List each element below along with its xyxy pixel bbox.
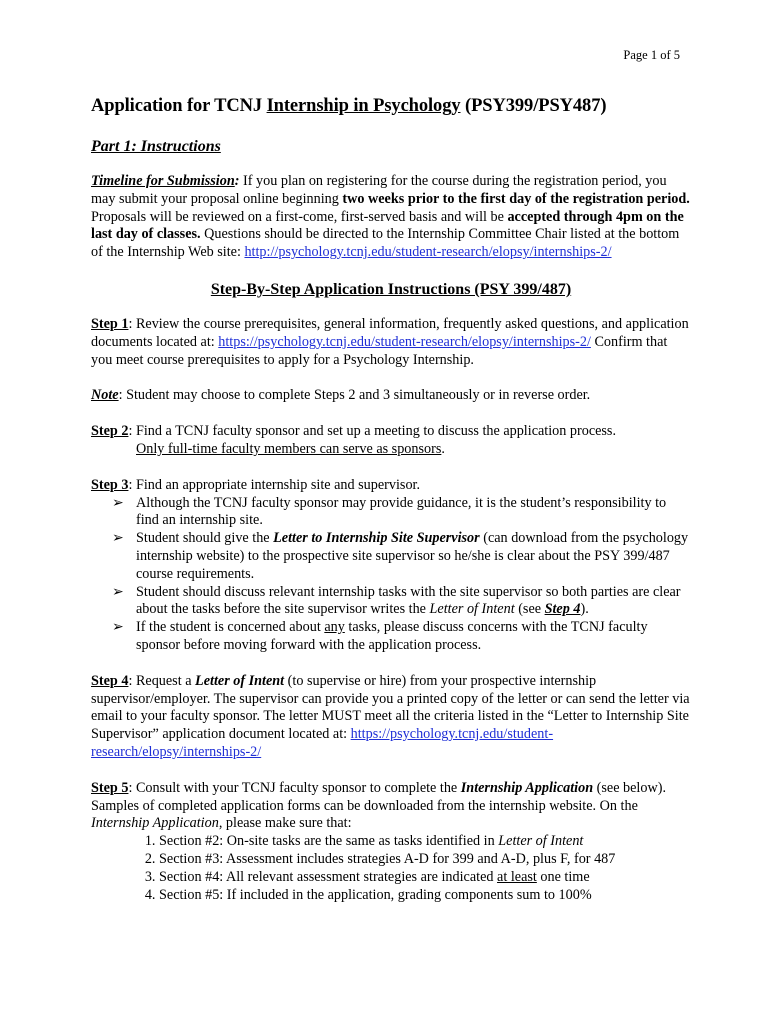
step3-bullet-1: Although the TCNJ faculty sponsor may provide guidance, it is the student’s responsibility to find an internship site.: [136, 494, 667, 529]
list-item: [112, 583, 691, 620]
title-suffix: (PSY399/PSY487): [460, 96, 607, 116]
step1-paragraph: [91, 316, 691, 369]
step3-label: Step 3: [91, 476, 129, 493]
document-body: [91, 94, 691, 904]
timeline-bold-1: two weeks prior to the first day of the registration period.: [342, 190, 690, 207]
step2-subline: [91, 441, 691, 459]
step5-text-3: , please make sure that:: [218, 815, 352, 832]
step5-text-2: (see below). Samples of completed application forms can be downloaded from the internship website. On the: [91, 779, 666, 814]
list-item: [159, 833, 691, 851]
timeline-text-3: Questions should be directed to the Internship Committee Chair listed at the bottom of the Internship Web site:: [91, 226, 680, 261]
criteria-4: Section #5: If included in the application, grading components sum to 100%: [159, 886, 592, 903]
steps-heading: Step-By-Step Application Instructions (PSY 399/487): [210, 280, 572, 298]
note-paragraph: [91, 387, 691, 405]
step3-paragraph: [91, 477, 691, 495]
part1-heading: Part 1: Instructions: [91, 138, 221, 155]
arrow-bullet-icon: ➢: [112, 494, 124, 511]
step3-bullet-4-pre: If the student is concerned about: [136, 619, 325, 636]
criteria-3-pre: Section #4: All relevant assessment strategies are indicated: [159, 868, 498, 885]
timeline-link[interactable]: http://psychology.tcnj.edu/student-research/elopsy/internships-2/: [244, 244, 612, 261]
step3-bullet-3-pre: Student should discuss relevant internship tasks with the site supervisor so both parties are clear about the tasks before the site supervisor writes the: [136, 583, 681, 618]
timeline-text-2: Proposals will be reviewed on a first-come, first-served basis and will be: [91, 208, 508, 225]
criteria-3-post: one time: [536, 868, 590, 885]
step3-bullet-3-italic: Letter of Intent: [429, 601, 515, 618]
timeline-text-1: If you plan on registering for the course during the registration period, you may submit your proposal online beginning: [91, 173, 667, 207]
step3-bullet-3-step-ref: Step 4: [544, 601, 581, 618]
title-underlined: Internship in Psychology: [266, 96, 461, 116]
step2-sub-end: .: [441, 440, 445, 457]
step4-label: Step 4: [91, 672, 129, 689]
step5-bold: Internship Application: [460, 779, 594, 796]
step4-paragraph: [91, 673, 691, 762]
step4-link[interactable]: https://psychology.tcnj.edu/student-research/elopsy/internships-2/: [91, 726, 554, 760]
step2-sponsor-rule: Only full-time faculty members can serve as sponsors: [136, 440, 442, 457]
list-item: [112, 619, 691, 655]
timeline-paragraph: [91, 173, 691, 262]
step2-label: Step 2: [91, 423, 129, 440]
criteria-2: Section #3: Assessment includes strategies A-D for 399 and A-D, plus F, for 487: [159, 850, 616, 867]
timeline-label: Timeline for Submission: [91, 173, 235, 189]
page-number: Page 1 of 5: [623, 48, 680, 62]
timeline-bold-2: accepted through 4pm on the last day of classes.: [91, 208, 684, 243]
criteria-3-underlined: at least: [497, 868, 537, 885]
list-item: [159, 887, 691, 905]
step1-link[interactable]: https://psychology.tcnj.edu/student-research/elopsy/internships-2/: [218, 333, 591, 350]
step5-criteria-list: [91, 833, 691, 904]
timeline-colon: :: [234, 173, 240, 189]
step5-paragraph: [91, 780, 691, 833]
arrow-bullet-icon: ➢: [112, 530, 124, 547]
step4-text-1: : Request a: [128, 672, 196, 689]
note-label: Note: [91, 387, 119, 404]
step3-text: : Find an appropriate internship site and supervisor.: [128, 476, 421, 493]
list-item: [112, 494, 691, 531]
step3-bullet-4-post: tasks, please discuss concerns with the TCNJ faculty sponsor before moving forward with the application process.: [136, 619, 648, 653]
arrow-bullet-icon: ➢: [112, 583, 124, 600]
step3-bullet-3-mid: (see: [514, 601, 545, 618]
note-text: : Student may choose to complete Steps 2 and 3 simultaneously or in reverse order.: [118, 387, 591, 404]
step4-text-2: (to supervise or hire) from your prospective internship supervisor/employer. The supervisor can provide you a printed copy of the letter or can send the letter via email to your faculty sponsor. The letter MUST meet all the criteria listed in the “Letter to Internship Site Supervisor” application document located at:: [91, 672, 690, 743]
step3-bullet-4-any: any: [324, 619, 345, 636]
criteria-1-pre: Section #2: On-site tasks are the same as tasks identified in: [159, 833, 499, 850]
title-prefix: Application for TCNJ: [91, 96, 267, 116]
step3-bullet-list: [91, 495, 691, 655]
step5-label: Step 5: [91, 779, 129, 796]
step1-label: Step 1: [91, 315, 129, 332]
step2-paragraph: [91, 423, 691, 441]
page-title: [91, 94, 691, 118]
step3-bullet-2-post: (can download from the psychology internship website) to the prospective site supervisor so he/she is clear about the PSY 399/487 course requirements.: [136, 530, 689, 582]
list-item: [159, 869, 691, 887]
step1-text-2: Confirm that you meet course prerequisites to apply for a Psychology Internship.: [91, 333, 668, 368]
step2-text: : Find a TCNJ faculty sponsor and set up a meeting to discuss the application process.: [128, 423, 617, 440]
step4-bold: Letter of Intent: [195, 672, 285, 689]
step3-bullet-3-end: ).: [580, 601, 589, 618]
step5-italic: Internship Application: [91, 815, 219, 832]
criteria-1-italic: Letter of Intent: [498, 833, 584, 850]
list-item: [112, 530, 691, 583]
step3-bullet-2-bold: Letter to Internship Site Supervisor: [273, 530, 480, 547]
step3-bullet-2-pre: Student should give the: [136, 530, 274, 547]
arrow-bullet-icon: ➢: [112, 619, 124, 636]
list-item: [159, 851, 691, 869]
step5-text-1: : Consult with your TCNJ faculty sponsor to complete the: [128, 779, 461, 796]
step1-text-1: : Review the course prerequisites, general information, frequently asked questions, and application documents located at:: [91, 315, 689, 350]
